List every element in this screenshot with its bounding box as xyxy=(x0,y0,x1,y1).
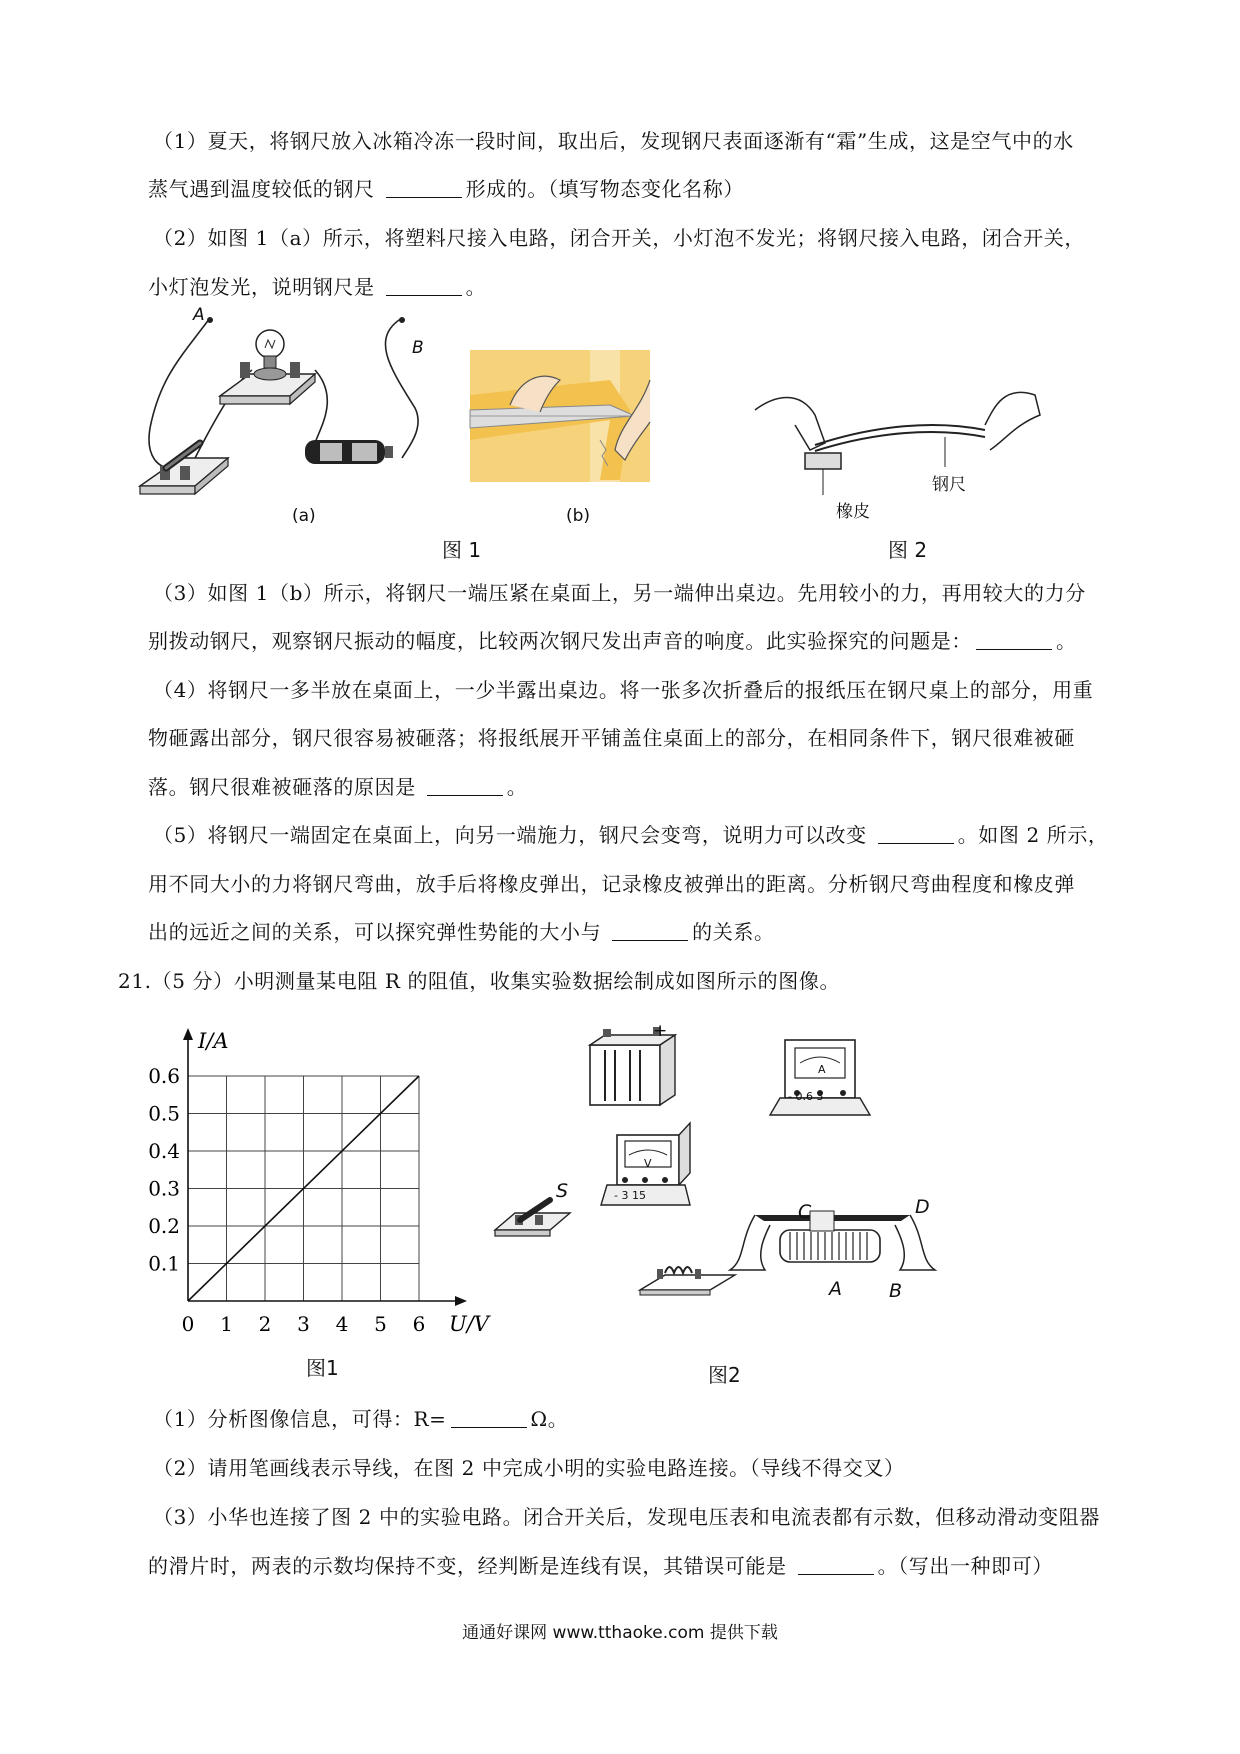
q21-figure2-apparatus xyxy=(525,1015,945,1325)
y-tick-label: 0.2 xyxy=(148,1214,180,1238)
figure1b-desk-ruler xyxy=(470,350,650,482)
rheostat-label-d: D xyxy=(915,1196,930,1218)
fig1-caption: 图 1 xyxy=(442,538,482,562)
q20-part5-line1: （5）将钢尺一端固定在桌面上，向另一端施力，钢尺会变弯，说明力可以改变 。如图 2 所示， xyxy=(153,823,1109,847)
x-tick-label: 6 xyxy=(412,1312,426,1336)
x-tick-label: 5 xyxy=(374,1312,387,1336)
x-tick-label: 3 xyxy=(297,1312,310,1336)
q21-fig2-caption: 图2 xyxy=(708,1363,741,1387)
fig1-label-b-point: B xyxy=(412,338,424,358)
q20-part1-line1: （1）夏天，将钢尺放入冰箱冷冻一段时间，取出后，发现钢尺表面逐渐有“霜”生成，这是空气中的水 xyxy=(153,129,1074,153)
x-tick-label: 2 xyxy=(258,1312,272,1336)
fig2-caption: 图 2 xyxy=(888,538,928,562)
y-tick-label: 0.3 xyxy=(148,1176,180,1201)
y-tick-label: 0.1 xyxy=(148,1251,180,1276)
q21-part3-line1: （3）小华也连接了图 2 中的实验电路。闭合开关后，发现电压表和电流表都有示数，但移动滑动变阻器 xyxy=(153,1505,1100,1529)
y-tick-label: 0.4 xyxy=(148,1139,180,1163)
fig1-label-a-point: A xyxy=(193,305,205,325)
voltmeter-terminal-label: - 3 15 xyxy=(614,1189,646,1202)
y-tick-label: 0.5 xyxy=(148,1101,180,1126)
ammeter xyxy=(770,1040,870,1115)
q21-part1: （1）分析图像信息，可得：R= Ω。 xyxy=(153,1407,569,1431)
fig2-label-ruler: 钢尺 xyxy=(932,475,966,495)
q20-part3-line1: （3）如图 1（b）所示，将钢尺一端压紧在桌面上，另一端伸出桌边。先用较小的力，再用较大的力分 xyxy=(153,581,1086,605)
ammeter-face-label: A xyxy=(818,1063,826,1076)
q21-fig1-caption: 图1 xyxy=(306,1356,339,1380)
answer-blank[interactable] xyxy=(451,1407,527,1428)
answer-blank[interactable] xyxy=(612,920,688,941)
switch-label-s: S xyxy=(556,1180,569,1202)
x-tick-label: 1 xyxy=(220,1312,233,1336)
figure2-bending-ruler xyxy=(755,355,1040,515)
battery-plus-label: + xyxy=(653,1021,668,1041)
x-tick-label: 4 xyxy=(335,1312,349,1336)
answer-blank[interactable] xyxy=(878,823,954,844)
answer-blank[interactable] xyxy=(798,1554,874,1575)
q20-part3-line2: 别拨动钢尺，观察钢尺振动的幅度，比较两次钢尺发出声音的响度。此实验探究的问题是： 。 xyxy=(148,629,1077,653)
page-footer: 通通好课网 www.tthaoke.com 提供下载 xyxy=(462,1623,778,1643)
fig1-sub-a: (a) xyxy=(292,506,316,526)
q21-part2: （2）请用笔画线表示导线，在图 2 中完成小明的实验电路连接。（导线不得交叉） xyxy=(153,1456,905,1480)
resistor xyxy=(640,1267,735,1295)
q20-part2-line2: 小灯泡发光，说明钢尺是 。 xyxy=(148,275,487,299)
q20-part1-line2: 蒸气遇到温度较低的钢尺 形成的。（填写物态变化名称） xyxy=(148,177,744,201)
y-tick-label: 0.6 xyxy=(148,1064,180,1088)
x-axis-arrow xyxy=(455,1296,467,1306)
q20-part5-line2: 用不同大小的力将钢尺弯曲，放手后将橡皮弹出，记录橡皮被弹出的距离。分析钢尺弯曲程度和橡皮弹 xyxy=(148,872,1075,896)
rheostat-label-a: A xyxy=(829,1278,842,1300)
q20-part4-line2: 物砸露出部分，钢尺很容易被砸落；将报纸展开平铺盖住桌面上的部分，在相同条件下，钢尺很难被砸 xyxy=(148,726,1075,750)
fig2-label-eraser: 橡皮 xyxy=(836,502,870,522)
answer-blank[interactable] xyxy=(386,275,462,296)
voltmeter-face-label: V xyxy=(644,1157,652,1170)
answer-blank[interactable] xyxy=(976,629,1052,650)
iu-graph xyxy=(140,1015,510,1345)
rheostat-label-b: B xyxy=(889,1280,903,1302)
x-axis-label: U/V xyxy=(449,1312,489,1336)
answer-blank[interactable] xyxy=(427,775,503,796)
q20-part2-line1: （2）如图 1（a）所示，将塑料尺接入电路，闭合开关，小灯泡不发光；将钢尺接入电路，闭合开关， xyxy=(153,226,1085,250)
rheostat-label-c: C xyxy=(798,1201,812,1223)
answer-blank[interactable] xyxy=(386,177,462,198)
x-tick-label: 0 xyxy=(181,1312,195,1336)
q20-part5-line3: 出的远近之间的关系，可以探究弹性势能的大小与 的关系。 xyxy=(148,920,775,944)
q21-stem: 21.（5 分）小明测量某电阻 R 的阻值，收集实验数据绘制成如图所示的图像。 xyxy=(118,969,841,993)
y-axis-label: I/A xyxy=(198,1029,229,1053)
ammeter-terminal-label: - 0.6 3 xyxy=(788,1090,824,1103)
fig1-sub-b: (b) xyxy=(566,506,591,526)
q20-part4-line1: （4）将钢尺一多半放在桌面上，一少半露出桌边。将一张多次折叠后的报纸压在钢尺桌上的部分，用重 xyxy=(153,678,1094,702)
rheostat xyxy=(730,1211,935,1270)
q20-part4-line3: 落。钢尺很难被砸落的原因是 。 xyxy=(148,775,528,799)
q21-part3-line2: 的滑片时，两表的示数均保持不变，经判断是连线有误，其错误可能是 。（写出一种即可） xyxy=(148,1554,1053,1578)
y-axis-arrow xyxy=(183,1028,193,1040)
